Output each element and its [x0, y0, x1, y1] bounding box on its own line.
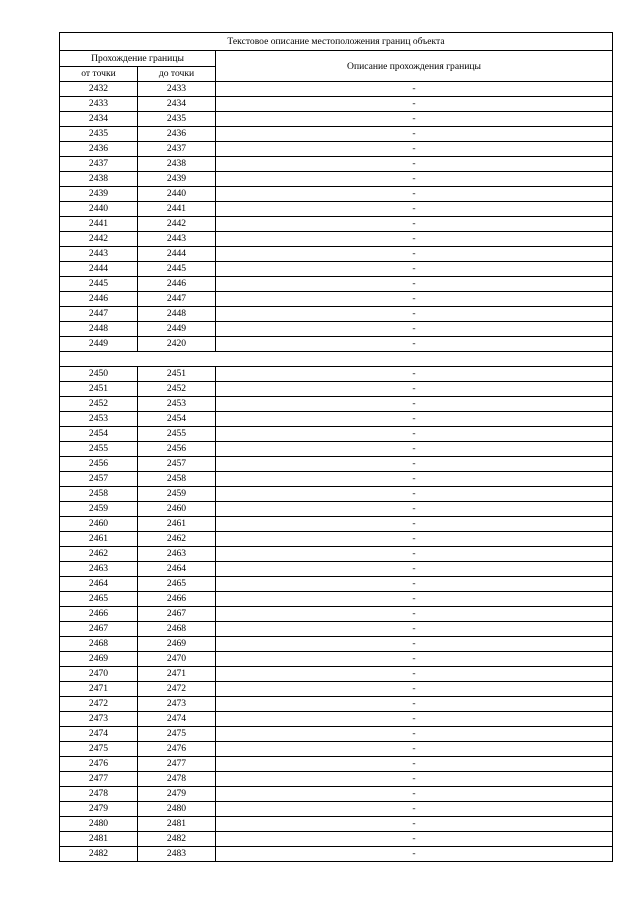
cell-to-point: 2438 — [138, 157, 216, 172]
cell-from-point: 2438 — [60, 172, 138, 187]
cell-description: - — [216, 382, 613, 397]
table-row — [60, 577, 613, 592]
cell-to-point: 2455 — [138, 427, 216, 442]
cell-description: - — [216, 727, 613, 742]
cell-from-point: 2450 — [60, 367, 138, 382]
cell-to-point: 2483 — [138, 847, 216, 862]
table-row — [60, 367, 613, 382]
cell-to-point: 2443 — [138, 232, 216, 247]
table-row — [60, 607, 613, 622]
table-row — [60, 532, 613, 547]
cell-description: - — [216, 487, 613, 502]
cell-to-point: 2439 — [138, 172, 216, 187]
cell-from-point: 2448 — [60, 322, 138, 337]
cell-from-point: 2481 — [60, 832, 138, 847]
cell-description: - — [216, 787, 613, 802]
cell-to-point: 2446 — [138, 277, 216, 292]
cell-from-point: 2471 — [60, 682, 138, 697]
cell-description: - — [216, 322, 613, 337]
cell-to-point: 2477 — [138, 757, 216, 772]
separator-cell — [60, 352, 613, 367]
cell-to-point: 2480 — [138, 802, 216, 817]
cell-from-point: 2434 — [60, 112, 138, 127]
cell-from-point: 2461 — [60, 532, 138, 547]
table-row — [60, 397, 613, 412]
table-row — [60, 262, 613, 277]
cell-description: - — [216, 337, 613, 352]
table-row — [60, 637, 613, 652]
cell-description: - — [216, 367, 613, 382]
cell-to-point: 2453 — [138, 397, 216, 412]
cell-description: - — [216, 652, 613, 667]
cell-to-point: 2462 — [138, 532, 216, 547]
cell-to-point: 2451 — [138, 367, 216, 382]
table-row — [60, 487, 613, 502]
cell-to-point: 2447 — [138, 292, 216, 307]
cell-description: - — [216, 712, 613, 727]
cell-description: - — [216, 157, 613, 172]
cell-to-point: 2479 — [138, 787, 216, 802]
cell-from-point: 2463 — [60, 562, 138, 577]
table-row — [60, 157, 613, 172]
table-row — [60, 547, 613, 562]
header-boundary-passage: Прохождение границы — [60, 51, 216, 67]
header-description: Описание прохождения границы — [216, 51, 613, 82]
table-row — [60, 172, 613, 187]
cell-from-point: 2453 — [60, 412, 138, 427]
cell-to-point: 2454 — [138, 412, 216, 427]
table-row — [60, 517, 613, 532]
cell-description: - — [216, 457, 613, 472]
table-row — [60, 742, 613, 757]
cell-to-point: 2440 — [138, 187, 216, 202]
table-row — [60, 727, 613, 742]
cell-description: - — [216, 397, 613, 412]
cell-from-point: 2458 — [60, 487, 138, 502]
table-row — [60, 472, 613, 487]
cell-description: - — [216, 217, 613, 232]
cell-to-point: 2444 — [138, 247, 216, 262]
cell-from-point: 2442 — [60, 232, 138, 247]
cell-to-point: 2466 — [138, 592, 216, 607]
cell-from-point: 2449 — [60, 337, 138, 352]
cell-to-point: 2435 — [138, 112, 216, 127]
table-row — [60, 652, 613, 667]
cell-to-point: 2433 — [138, 82, 216, 97]
cell-description: - — [216, 547, 613, 562]
cell-description: - — [216, 142, 613, 157]
cell-description: - — [216, 82, 613, 97]
table-row — [60, 292, 613, 307]
cell-from-point: 2462 — [60, 547, 138, 562]
cell-description: - — [216, 802, 613, 817]
table-row — [60, 562, 613, 577]
cell-from-point: 2474 — [60, 727, 138, 742]
table-row — [60, 112, 613, 127]
cell-description: - — [216, 502, 613, 517]
cell-from-point: 2479 — [60, 802, 138, 817]
cell-from-point: 2470 — [60, 667, 138, 682]
cell-to-point: 2436 — [138, 127, 216, 142]
cell-from-point: 2477 — [60, 772, 138, 787]
cell-description: - — [216, 442, 613, 457]
table-row — [60, 247, 613, 262]
table-row — [60, 712, 613, 727]
cell-description: - — [216, 127, 613, 142]
table-row — [60, 502, 613, 517]
table-row — [60, 682, 613, 697]
cell-from-point: 2456 — [60, 457, 138, 472]
table-body — [60, 33, 613, 862]
table-row — [60, 217, 613, 232]
cell-from-point: 2435 — [60, 127, 138, 142]
cell-from-point: 2465 — [60, 592, 138, 607]
cell-description: - — [216, 817, 613, 832]
cell-description: - — [216, 232, 613, 247]
cell-description: - — [216, 622, 613, 637]
cell-to-point: 2475 — [138, 727, 216, 742]
table-row — [60, 382, 613, 397]
cell-description: - — [216, 277, 613, 292]
cell-from-point: 2433 — [60, 97, 138, 112]
table-row — [60, 787, 613, 802]
cell-to-point: 2460 — [138, 502, 216, 517]
cell-description: - — [216, 532, 613, 547]
table-row — [60, 187, 613, 202]
cell-to-point: 2442 — [138, 217, 216, 232]
cell-from-point: 2482 — [60, 847, 138, 862]
cell-to-point: 2458 — [138, 472, 216, 487]
cell-description: - — [216, 742, 613, 757]
cell-from-point: 2445 — [60, 277, 138, 292]
cell-from-point: 2476 — [60, 757, 138, 772]
cell-from-point: 2452 — [60, 397, 138, 412]
cell-to-point: 2468 — [138, 622, 216, 637]
table-row — [60, 427, 613, 442]
cell-to-point: 2463 — [138, 547, 216, 562]
table-row — [60, 322, 613, 337]
cell-to-point: 2476 — [138, 742, 216, 757]
cell-from-point: 2432 — [60, 82, 138, 97]
table-row — [60, 442, 613, 457]
cell-from-point: 2467 — [60, 622, 138, 637]
cell-from-point: 2436 — [60, 142, 138, 157]
cell-from-point: 2469 — [60, 652, 138, 667]
table-row — [60, 337, 613, 352]
cell-to-point: 2482 — [138, 832, 216, 847]
cell-from-point: 2440 — [60, 202, 138, 217]
cell-description: - — [216, 307, 613, 322]
cell-description: - — [216, 187, 613, 202]
cell-description: - — [216, 577, 613, 592]
table-row — [60, 202, 613, 217]
table-row — [60, 622, 613, 637]
cell-from-point: 2441 — [60, 217, 138, 232]
cell-from-point: 2443 — [60, 247, 138, 262]
cell-description: - — [216, 682, 613, 697]
cell-to-point: 2464 — [138, 562, 216, 577]
table-row — [60, 277, 613, 292]
table-row — [60, 592, 613, 607]
cell-to-point: 2465 — [138, 577, 216, 592]
cell-from-point: 2455 — [60, 442, 138, 457]
cell-to-point: 2472 — [138, 682, 216, 697]
cell-description: - — [216, 427, 613, 442]
cell-description: - — [216, 637, 613, 652]
cell-to-point: 2434 — [138, 97, 216, 112]
boundary-description-table — [59, 32, 613, 862]
cell-to-point: 2448 — [138, 307, 216, 322]
cell-to-point: 2441 — [138, 202, 216, 217]
cell-description: - — [216, 607, 613, 622]
cell-description: - — [216, 847, 613, 862]
cell-from-point: 2451 — [60, 382, 138, 397]
table-row — [60, 697, 613, 712]
table-row — [60, 757, 613, 772]
cell-description: - — [216, 832, 613, 847]
cell-from-point: 2446 — [60, 292, 138, 307]
cell-description: - — [216, 562, 613, 577]
header-from-point: от точки — [60, 67, 138, 82]
cell-description: - — [216, 172, 613, 187]
cell-description: - — [216, 292, 613, 307]
cell-description: - — [216, 262, 613, 277]
table-title-row — [60, 33, 613, 51]
table-row — [60, 232, 613, 247]
cell-description: - — [216, 247, 613, 262]
cell-from-point: 2447 — [60, 307, 138, 322]
cell-from-point: 2444 — [60, 262, 138, 277]
cell-to-point: 2470 — [138, 652, 216, 667]
cell-to-point: 2474 — [138, 712, 216, 727]
cell-to-point: 2469 — [138, 637, 216, 652]
cell-from-point: 2466 — [60, 607, 138, 622]
cell-description: - — [216, 667, 613, 682]
table-row — [60, 802, 613, 817]
cell-description: - — [216, 202, 613, 217]
cell-description: - — [216, 412, 613, 427]
table-row — [60, 817, 613, 832]
cell-to-point: 2467 — [138, 607, 216, 622]
cell-description: - — [216, 97, 613, 112]
cell-description: - — [216, 592, 613, 607]
cell-from-point: 2468 — [60, 637, 138, 652]
cell-from-point: 2475 — [60, 742, 138, 757]
cell-to-point: 2449 — [138, 322, 216, 337]
cell-from-point: 2473 — [60, 712, 138, 727]
table-row — [60, 832, 613, 847]
cell-from-point: 2439 — [60, 187, 138, 202]
table-row — [60, 457, 613, 472]
table-row — [60, 142, 613, 157]
table-row — [60, 412, 613, 427]
cell-to-point: 2461 — [138, 517, 216, 532]
cell-to-point: 2459 — [138, 487, 216, 502]
table-row — [60, 307, 613, 322]
cell-from-point: 2454 — [60, 427, 138, 442]
table-row — [60, 82, 613, 97]
table-row — [60, 667, 613, 682]
cell-from-point: 2437 — [60, 157, 138, 172]
cell-from-point: 2459 — [60, 502, 138, 517]
table-title: Текстовое описание местоположения границ объекта — [60, 33, 613, 51]
cell-to-point: 2437 — [138, 142, 216, 157]
cell-description: - — [216, 472, 613, 487]
cell-to-point: 2457 — [138, 457, 216, 472]
cell-to-point: 2456 — [138, 442, 216, 457]
cell-description: - — [216, 517, 613, 532]
header-to-point: до точки — [138, 67, 216, 82]
table-row — [60, 127, 613, 142]
header-row-1 — [60, 51, 613, 67]
cell-from-point: 2464 — [60, 577, 138, 592]
table-row — [60, 772, 613, 787]
cell-description: - — [216, 772, 613, 787]
cell-to-point: 2478 — [138, 772, 216, 787]
cell-to-point: 2452 — [138, 382, 216, 397]
cell-from-point: 2472 — [60, 697, 138, 712]
table-row — [60, 847, 613, 862]
separator-row — [60, 352, 613, 367]
cell-from-point: 2478 — [60, 787, 138, 802]
cell-from-point: 2480 — [60, 817, 138, 832]
cell-description: - — [216, 757, 613, 772]
cell-from-point: 2457 — [60, 472, 138, 487]
cell-description: - — [216, 697, 613, 712]
cell-description: - — [216, 112, 613, 127]
cell-to-point: 2481 — [138, 817, 216, 832]
table-row — [60, 97, 613, 112]
cell-to-point: 2420 — [138, 337, 216, 352]
cell-to-point: 2471 — [138, 667, 216, 682]
cell-to-point: 2445 — [138, 262, 216, 277]
cell-from-point: 2460 — [60, 517, 138, 532]
cell-to-point: 2473 — [138, 697, 216, 712]
